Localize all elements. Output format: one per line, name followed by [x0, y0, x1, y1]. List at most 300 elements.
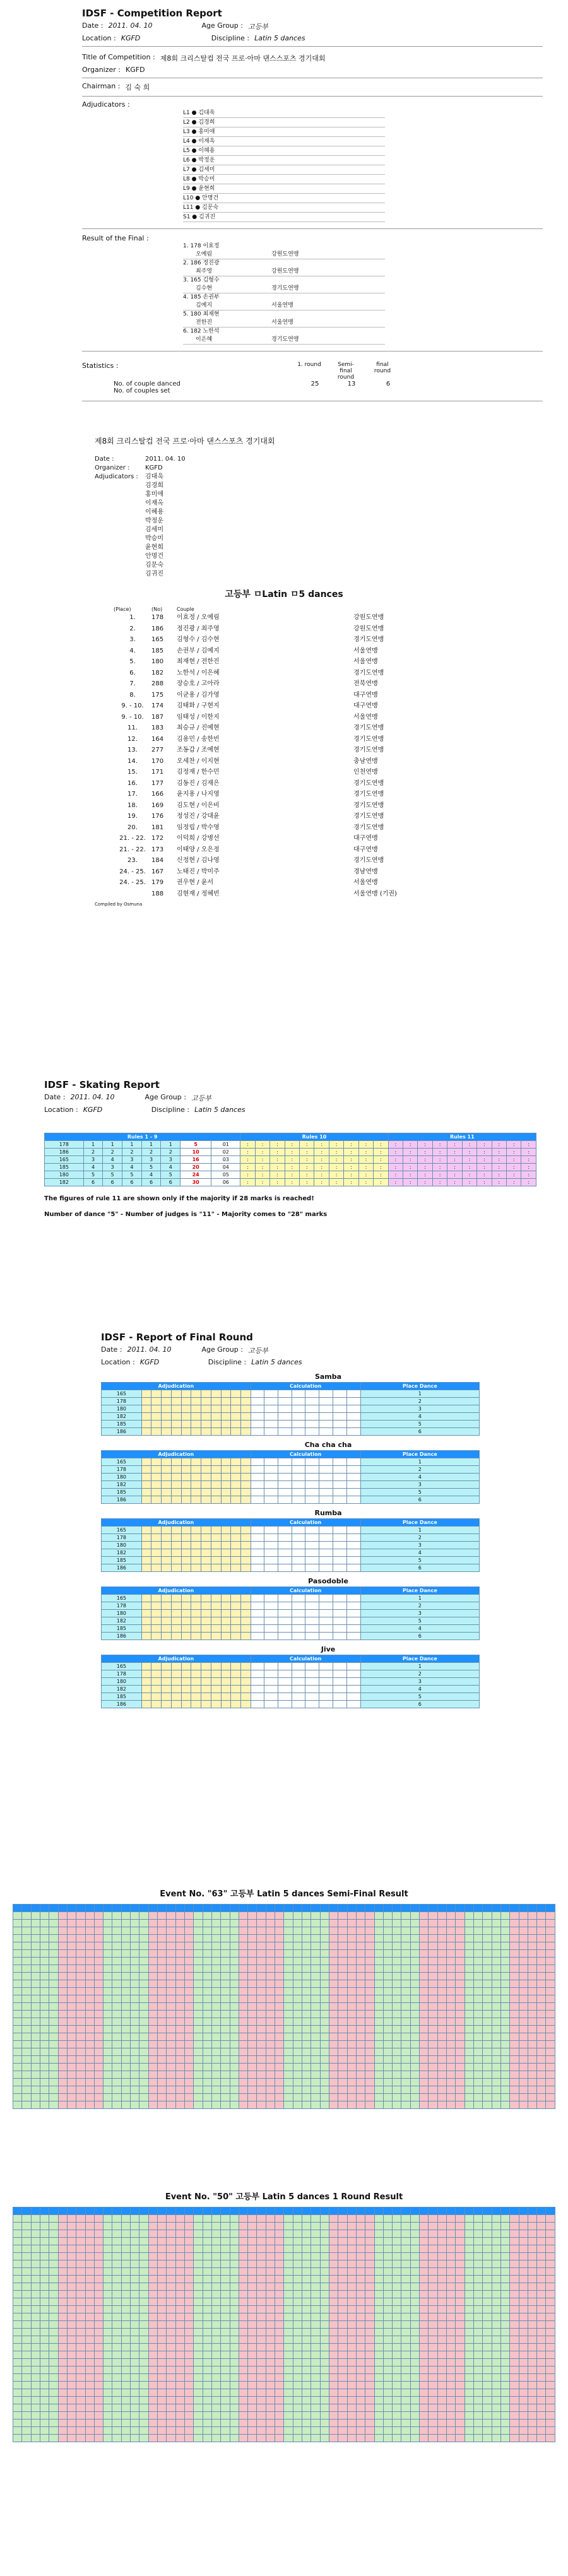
mark-cell: [356, 2306, 365, 2313]
dance-place: 3: [360, 1405, 479, 1413]
mark-cell: [410, 2033, 419, 2041]
mark-cell: [239, 1942, 247, 1950]
calc-cell: [278, 1663, 292, 1670]
mark-cell: [221, 2306, 230, 2313]
mark-cell: [410, 2048, 419, 2056]
mark-cell: [203, 1935, 211, 1942]
mark-cell: [230, 2374, 239, 2382]
mark-cell: [239, 2382, 247, 2389]
mark-cell: [31, 2419, 40, 2427]
mark-cell: [456, 2389, 464, 2397]
mark-cell: [131, 2366, 139, 2374]
mark-cell: [483, 1965, 492, 1973]
mark-cell: [40, 1920, 49, 1927]
mark-cell: [40, 2306, 49, 2313]
mark-cell: [383, 2382, 392, 2389]
mark-cell: [194, 2230, 203, 2238]
mark-cell: [266, 2011, 275, 2018]
mark-cell: [383, 1980, 392, 1988]
mark-cell: [293, 2419, 302, 2427]
mark-cell: [429, 1927, 437, 1935]
mark-cell: [500, 2056, 509, 2064]
mark-cell: [58, 2419, 67, 2427]
mark-cell: [31, 2056, 40, 2064]
mark-cell: [528, 2033, 536, 2041]
mark-cell: [67, 1935, 76, 1942]
mark-cell: [528, 2435, 536, 2442]
mark-cell: [248, 2086, 257, 2094]
mark-cell: [500, 2351, 509, 2359]
mark-cell: [266, 2283, 275, 2291]
mark-cell: [528, 1912, 536, 1920]
mark-cell: [67, 2101, 76, 2109]
mark-cell: [528, 2389, 536, 2397]
skating-rule10-cell: :: [329, 1156, 343, 1164]
mark-cell: [320, 2101, 329, 2109]
mark-cell: [302, 2041, 311, 2048]
mark-cell: [139, 2397, 148, 2404]
mark-cell: [22, 2382, 31, 2389]
mark-cell: [257, 1980, 266, 1988]
skating-rule11-cell: :: [447, 1179, 462, 1186]
mark-cell: [121, 1995, 130, 2003]
mark-cell: [447, 1988, 456, 1995]
calc-cell: [333, 1458, 346, 1466]
mark-cell: [492, 2003, 500, 2011]
calc-cell: [264, 1421, 278, 1428]
mark-cell: [519, 2094, 528, 2101]
adj-mark: [141, 1701, 151, 1708]
mark-cell: [239, 2321, 247, 2329]
mark-cell: [239, 2101, 247, 2109]
adj-mark: [191, 1617, 201, 1625]
mark-cell: [356, 2215, 365, 2223]
mark-cell: [257, 1912, 266, 1920]
mark-cell: [275, 2003, 284, 2011]
mark-cell: [22, 2101, 31, 2109]
mark-cell: [257, 2260, 266, 2268]
statistics-table: [114, 381, 543, 394]
adj-mark: [162, 1527, 172, 1534]
mark-cell: [175, 2321, 184, 2329]
stat-header: 1. round: [297, 362, 321, 368]
mark-cell: [94, 2397, 103, 2404]
mark-cell: [447, 2268, 456, 2276]
mark-cell: [492, 2329, 500, 2336]
mark-cell: [257, 1958, 266, 1965]
mark-cell: [347, 2048, 356, 2056]
mark-cell: [311, 2215, 320, 2223]
mark-cell: [194, 1927, 203, 1935]
calc-cell: [333, 1686, 346, 1693]
mark-cell: [194, 1942, 203, 1950]
mark-cell: [158, 2011, 167, 2018]
fr-location: KGFD: [139, 1358, 160, 1366]
mark-cell: [275, 2026, 284, 2033]
mark-cell: [49, 2094, 58, 2101]
dance-name: Cha cha cha: [304, 1441, 352, 1449]
skating-row: [45, 1171, 536, 1179]
semi-title: Event No. "63" 고등부 Latin 5 dances Semi-Final Result: [160, 1889, 408, 1899]
mark-cell: [356, 1995, 365, 2003]
adj-mark: [240, 1527, 251, 1534]
mark-cell: [211, 2412, 220, 2419]
mark-cell: [131, 1973, 139, 1980]
round1-section: [0, 2190, 568, 2543]
mark-cell: [211, 2230, 220, 2238]
mark-cell: [347, 2003, 356, 2011]
mark-cell: [275, 2079, 284, 2086]
mark-cell: [175, 2086, 184, 2094]
sk-age-label: Age Group :: [145, 1093, 186, 1101]
result-place: 24. - 25.: [119, 879, 146, 886]
mark-cell: [248, 2268, 257, 2276]
mark-cell: [239, 2268, 247, 2276]
mark-cell: [203, 2374, 211, 2382]
calc-cell: [292, 1602, 305, 1610]
mark-cell: [473, 2253, 482, 2260]
adj-mark: [171, 1527, 181, 1534]
mark-header: [40, 2207, 49, 2215]
mark-cell: [338, 1988, 347, 1995]
mark-cell: [519, 2018, 528, 2026]
mark-cell: [456, 2026, 464, 2033]
result-no: 178: [151, 614, 164, 621]
adj-mark: [191, 1542, 201, 1549]
mark-cell: [175, 2018, 184, 2026]
mark-cell: [94, 2276, 103, 2283]
mark-cell: [410, 2238, 419, 2245]
mark-cell: [67, 1995, 76, 2003]
mark-cell: [175, 2412, 184, 2419]
mark-cell: [148, 2283, 157, 2291]
mark-cell: [302, 2260, 311, 2268]
summary-adjudicator: 김귀진: [145, 570, 163, 577]
mark-cell: [492, 2435, 500, 2442]
mark-cell: [40, 2389, 49, 2397]
mark-cell: [483, 1988, 492, 1995]
mark-cell: [464, 1920, 473, 1927]
mark-cell: [420, 1950, 429, 1958]
mark-cell: [211, 1950, 220, 1958]
adj-mark: [201, 1489, 211, 1496]
adj-mark: [201, 1413, 211, 1421]
mark-cell: [528, 2313, 536, 2321]
calc-cell: [292, 1564, 305, 1572]
mark-cell: [76, 2382, 85, 2389]
mark-cell: [221, 2389, 230, 2397]
skating-final-place: 02: [211, 1149, 240, 1156]
adj-mark: [201, 1534, 211, 1542]
mark-cell: [293, 2374, 302, 2382]
mark-cell: [58, 2071, 67, 2079]
adj-mark: [201, 1428, 211, 1436]
mark-cell: [58, 1995, 67, 2003]
mark-cell: [365, 2351, 374, 2359]
mark-cell: [131, 2238, 139, 2245]
mark-cell: [483, 2435, 492, 2442]
mark-cell: [175, 2041, 184, 2048]
calc-cell: [319, 1421, 333, 1428]
mark-cell: [329, 2041, 338, 2048]
mark-cell: [528, 2291, 536, 2298]
mark-cell: [257, 2427, 266, 2435]
mark-cell: [184, 1995, 193, 2003]
mark-cell: [248, 2101, 257, 2109]
mark-cell: [500, 1942, 509, 1950]
mark-cell: [94, 1950, 103, 1958]
mark-cell: [85, 2011, 94, 2018]
mark-cell: [221, 2427, 230, 2435]
mark-cell: [175, 1950, 184, 1958]
mark-cell: [483, 2291, 492, 2298]
mark-cell: [393, 2366, 401, 2374]
mark-cell: [131, 2321, 139, 2329]
mark-cell: [456, 2298, 464, 2306]
mark-cell: [429, 2382, 437, 2389]
mark-cell: [22, 2230, 31, 2238]
mark-cell: [546, 2033, 555, 2041]
adj-mark: [221, 1466, 231, 1474]
calc-cell: [251, 1617, 264, 1625]
skating-couple-no: 182: [45, 1179, 84, 1186]
calc-cell: [264, 1633, 278, 1640]
mark-cell: [131, 2427, 139, 2435]
mark-cell: [94, 2215, 103, 2223]
mark-cell: [112, 1995, 121, 2003]
mark-cell: [167, 1995, 175, 2003]
mark-cell: [420, 2018, 429, 2026]
mark-cell: [347, 2298, 356, 2306]
mark-cell: [383, 2011, 392, 2018]
mark-cell: [311, 1912, 320, 1920]
adj-mark: [162, 1610, 172, 1617]
calc-cell: [278, 1549, 292, 1557]
mark-cell: [58, 1920, 67, 1927]
calc-cell: [251, 1405, 264, 1413]
mark-cell: [528, 2366, 536, 2374]
mark-header: [429, 2207, 437, 2215]
mark-cell: [67, 2435, 76, 2442]
mark-cell: [158, 1927, 167, 1935]
mark-cell: [401, 1980, 410, 1988]
age-label: Age Group :: [201, 21, 243, 30]
mark-cell: [257, 2268, 266, 2276]
mark-cell: [121, 2404, 130, 2412]
mark-cell: [94, 2018, 103, 2026]
mark-cell: [248, 2283, 257, 2291]
mark-cell: [31, 2238, 40, 2245]
mark-cell: [320, 2374, 329, 2382]
mark-cell: [410, 1950, 419, 1958]
mark-cell: [58, 2026, 67, 2033]
mark-cell: [500, 2344, 509, 2351]
mark-cell: [473, 2389, 482, 2397]
mark-cell: [104, 2412, 112, 2419]
adj-mark: [240, 1670, 251, 1678]
adj-mark: [181, 1602, 191, 1610]
mark-cell: [365, 2033, 374, 2041]
calc-cell: [305, 1670, 319, 1678]
mark-cell: [320, 2359, 329, 2366]
adj-mark: [211, 1617, 221, 1625]
mark-cell: [230, 1980, 239, 1988]
mark-cell: [239, 2003, 247, 2011]
mark-cell: [284, 1927, 293, 1935]
mark-cell: [437, 2336, 446, 2344]
adj-mark: [221, 1527, 231, 1534]
couple-no: 178: [102, 1534, 142, 1542]
mark-cell: [67, 2336, 76, 2344]
mark-cell: [420, 2435, 429, 2442]
mark-cell: [67, 2086, 76, 2094]
mark-cell: [194, 1912, 203, 1920]
mark-cell: [311, 2026, 320, 2033]
mark-cell: [447, 1973, 456, 1980]
skating-rules-header: Rules 1 - 9: [45, 1133, 240, 1141]
mark-cell: [158, 2283, 167, 2291]
mark-cell: [31, 2351, 40, 2359]
mark-cell: [473, 2041, 482, 2048]
mark-cell: [221, 2313, 230, 2321]
mark-cell: [320, 2283, 329, 2291]
mark-header: [248, 2207, 257, 2215]
mark-cell: [112, 2223, 121, 2230]
mark-cell: [22, 1942, 31, 1950]
mark-cell: [464, 2253, 473, 2260]
result-no: 185: [151, 647, 164, 654]
mark-cell: [104, 2026, 112, 2033]
mark-cell: [139, 2018, 148, 2026]
round1-title: Event No. "50" 고등부 Latin 5 dances 1 Round Result: [165, 2192, 403, 2202]
mark-cell: [94, 2427, 103, 2435]
adj-mark: [181, 1595, 191, 1602]
adj-mark: [201, 1633, 211, 1640]
mark-cell: [139, 2404, 148, 2412]
mark-cell: [49, 1988, 58, 1995]
adj-mark: [231, 1625, 241, 1633]
mark-cell: [429, 1935, 437, 1942]
mark-cell: [320, 1965, 329, 1973]
mark-cell: [374, 1950, 383, 1958]
mark-cell: [365, 2283, 374, 2291]
mark-cell: [311, 2056, 320, 2064]
result-place: 13.: [127, 747, 138, 753]
mark-row: [13, 2283, 555, 2291]
skating-rule10-cell: :: [344, 1156, 358, 1164]
mark-cell: [221, 2245, 230, 2253]
mark-header: [302, 2207, 311, 2215]
mark-header: [456, 1905, 464, 1912]
adj-mark: [162, 1405, 172, 1413]
skating-rule10-cell: :: [329, 1179, 343, 1186]
mark-cell: [329, 2048, 338, 2056]
mark-cell: [302, 1988, 311, 1995]
mark-cell: [464, 2366, 473, 2374]
mark-cell: [473, 2329, 482, 2336]
mark-cell: [158, 1980, 167, 1988]
mark-cell: [211, 2245, 220, 2253]
mark-cell: [546, 2329, 555, 2336]
mark-header: [473, 2207, 482, 2215]
mark-cell: [257, 2033, 266, 2041]
mark-cell: [537, 2298, 546, 2306]
mark-cell: [94, 2223, 103, 2230]
mark-cell: [329, 2427, 338, 2435]
mark-cell: [519, 2033, 528, 2041]
mark-cell: [410, 2389, 419, 2397]
mark-cell: [302, 2283, 311, 2291]
mark-cell: [94, 2026, 103, 2033]
mark-cell: [393, 1980, 401, 1988]
mark-cell: [184, 2329, 193, 2336]
mark-cell: [410, 2291, 419, 2298]
mark-cell: [492, 2026, 500, 2033]
mark-cell: [275, 2101, 284, 2109]
skating-rule10-cell: :: [285, 1164, 299, 1171]
mark-cell: [365, 2366, 374, 2374]
mark-cell: [121, 2397, 130, 2404]
mark-cell: [464, 2011, 473, 2018]
mark-cell: [230, 2268, 239, 2276]
mark-cell: [230, 2412, 239, 2419]
mark-cell: [31, 2382, 40, 2389]
mark-cell: [284, 2238, 293, 2245]
mark-cell: [510, 2238, 519, 2245]
mark-cell: [31, 1973, 40, 1980]
mark-cell: [510, 2026, 519, 2033]
mark-cell: [230, 2313, 239, 2321]
mark-cell: [347, 2223, 356, 2230]
dance-row: [102, 1489, 480, 1496]
dance-place: 5: [360, 1617, 479, 1625]
mark-header: [429, 1905, 437, 1912]
mark-cell: [510, 2079, 519, 2086]
mark-cell: [167, 2094, 175, 2101]
mark-cell: [148, 2366, 157, 2374]
mark-cell: [510, 1920, 519, 1927]
mark-cell: [500, 2276, 509, 2283]
mark-header: [437, 1905, 446, 1912]
adj-mark: [240, 1602, 251, 1610]
mark-cell: [293, 2064, 302, 2071]
mark-cell: [302, 1935, 311, 1942]
mark-cell: [329, 2238, 338, 2245]
mark-cell: [104, 1927, 112, 1935]
mark-cell: [546, 1995, 555, 2003]
mark-header: [239, 1905, 247, 1912]
mark-cell: [194, 2351, 203, 2359]
skating-rule11-cell: :: [447, 1171, 462, 1179]
mark-cell: [393, 2427, 401, 2435]
calc-cell: [292, 1542, 305, 1549]
mark-cell: [112, 2321, 121, 2329]
mark-cell: [167, 1958, 175, 1965]
mark-cell: [437, 1958, 446, 1965]
mark-cell: [492, 1942, 500, 1950]
skating-rule10-cell: :: [374, 1171, 388, 1179]
mark-cell: [537, 1920, 546, 1927]
skating-rule10-cell: :: [344, 1179, 358, 1186]
skating-rule10-cell: :: [300, 1171, 314, 1179]
calc-cell: [264, 1693, 278, 1701]
adj-mark: [240, 1458, 251, 1466]
mark-cell: [31, 2041, 40, 2048]
mark-cell: [519, 1935, 528, 1942]
mark-cell: [483, 2238, 492, 2245]
skating-rule11-cell: :: [492, 1171, 506, 1179]
mark-cell: [528, 1927, 536, 1935]
